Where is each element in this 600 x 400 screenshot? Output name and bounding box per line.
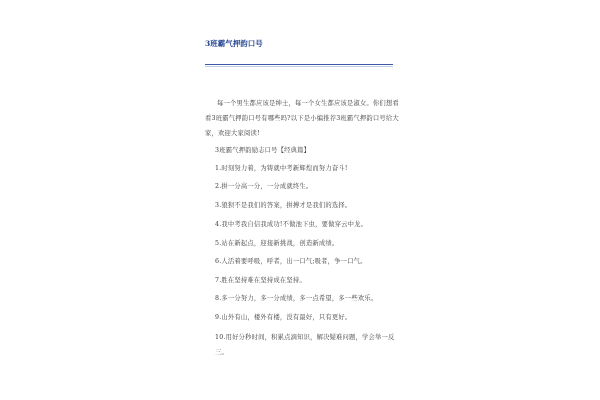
slogan-item: 10.用好分秒时间，积累点滴知识，解决疑难问题，学会举一反三。 (215, 334, 395, 356)
slogan-item: 9.山外有山，楼外有楼，没有最好，只有更好。 (215, 314, 352, 321)
slogan-item: 6.人活着要呼吸，呼者，出一口气;吸者，争一口气。 (215, 258, 367, 265)
document-title: 3班霸气押韵口号 (205, 39, 263, 48)
intro-paragraph: 每一个男生都应该是绅士，每一个女生都应该是淑女。你们想看看3班霸气押韵口号有哪些吗?以下是小编推荐3班霸气押韵口号给大家，欢迎大家阅读! (205, 100, 399, 137)
title-underline (205, 64, 393, 65)
slogan-item: 8.多一分努力，多一分成绩，多一点希望，多一些欢乐。 (215, 295, 378, 302)
slogan-item: 2.拼一分高一分，一分成就终生。 (215, 183, 313, 190)
slogan-item: 7.胜在坚持难在坚持成在坚持。 (215, 277, 306, 284)
slogan-item: 3.狼狈不是我们的答案，拼搏才是我们的选择。 (215, 202, 352, 209)
slogan-item: 1.时刻努力着，为铸就中考新辉煌而努力奋斗! (215, 165, 348, 172)
section-heading: 3班霸气押韵励志口号【经典篇】 (215, 147, 311, 154)
slogan-item: 5.站在新起点，迎接新挑战，创造新成绩。 (215, 240, 339, 247)
slogan-item: 4.我中考我自信我成功!不做池下虫，要做穿云中龙。 (215, 221, 368, 228)
title-underline-shadow (205, 66, 393, 67)
